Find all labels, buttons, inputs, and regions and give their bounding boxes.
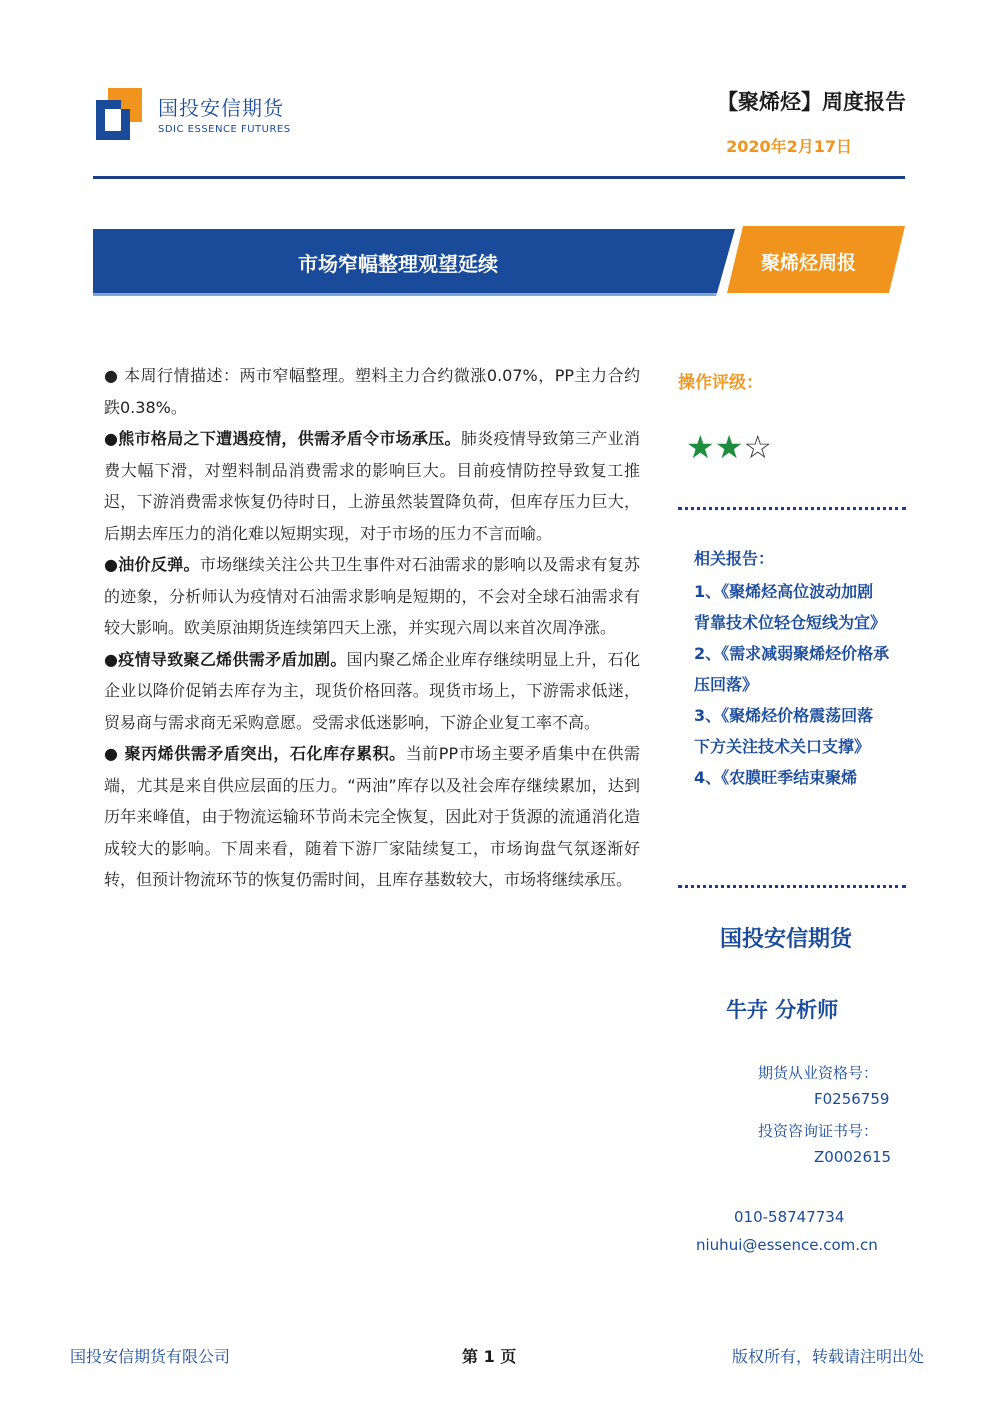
- paragraph-market-summary: ● 本周行情描述：两市窄幅整理。塑料主力合约微涨0.07%，PP主力合约跌0.38%。: [104, 366, 640, 417]
- star-filled-icon: ★: [686, 428, 715, 466]
- star-empty-icon: ☆: [743, 428, 773, 466]
- logo-text-cn: 国投安信期货: [158, 96, 284, 120]
- related-report-item[interactable]: 4、《农膜旺季结束聚烯: [694, 768, 858, 787]
- title-banner: [93, 226, 905, 296]
- email-address[interactable]: niuhui@essence.com.cn: [696, 1236, 878, 1254]
- rating-stars: [686, 428, 772, 466]
- qualification-label: 期货从业资格号：: [758, 1064, 879, 1082]
- rating-label: 操作评级：: [678, 373, 763, 393]
- report-headline: 市场窄幅整理观望延续: [298, 252, 498, 276]
- footer-copyright: 版权所有，转载请注明出处: [731, 1347, 924, 1366]
- investment-cert-label: 投资咨询证书号：: [758, 1122, 879, 1140]
- logo-mark-icon: [96, 88, 142, 140]
- paragraph-heading: ● 聚丙烯供需矛盾突出，石化库存累积。: [104, 744, 406, 763]
- sidebar-divider: [678, 885, 906, 888]
- footer-company: 国投安信期货有限公司: [70, 1347, 231, 1366]
- paragraph-body: 国内聚乙烯企业库存继续明显上升，石化企业以降价促销去库存为主，现货价格回落。现货市场上，下游需求低迷，贸易商与需求商无采购意愿。受需求低迷影响，下游企业复工率不高。: [104, 649, 640, 732]
- paragraph-body: 市场继续关注公共卫生事件对石油需求的影响以及需求有复苏的迹象，分析师认为疫情对石油需求影响是短期的，不会对全球石油需求有较大影响。欧美原油期货连续第四天上涨，并实现六周以来首次周净涨。: [104, 555, 640, 637]
- related-reports-heading: 相关报告：: [694, 549, 775, 568]
- related-report-item[interactable]: 2、《需求减弱聚烯烃价格承压回落》: [694, 644, 890, 694]
- related-reports-list: [694, 576, 894, 793]
- logo-text-en: SDIC ESSENCE FUTURES: [158, 124, 291, 135]
- main-content: [104, 360, 640, 896]
- page-number: 第 1 页: [462, 1347, 517, 1366]
- paragraph-heading: ●油价反弹。: [104, 555, 200, 574]
- header-divider: [93, 176, 905, 179]
- paragraph-epidemic: [104, 423, 640, 549]
- paragraph-heading: ●熊市格局之下遭遇疫情，供需矛盾令市场承压。: [104, 429, 461, 448]
- qualification-number: F0256759: [814, 1090, 890, 1108]
- phone-number: 010-58747734: [734, 1208, 845, 1226]
- investment-cert-number: Z0002615: [814, 1148, 892, 1166]
- company-name: 国投安信期货: [720, 927, 853, 952]
- report-date: 2020年2月17日: [726, 137, 852, 156]
- paragraph-polyethylene: [104, 644, 640, 739]
- related-report-item[interactable]: 1、《聚烯烃高位波动加剧 背靠技术位轻仓短线为宜》: [694, 582, 887, 632]
- sidebar-divider: [678, 507, 906, 510]
- report-series-tag: 聚烯烃周报: [761, 252, 857, 274]
- paragraph-heading: ●疫情导致聚乙烯供需矛盾加剧。: [104, 649, 347, 669]
- analyst-name: 牛卉 分析师: [726, 998, 839, 1022]
- related-report-item[interactable]: 3、《聚烯烃价格震荡回落 下方关注技术关口支撑》: [694, 706, 874, 756]
- report-type-title: 【聚烯烃】周度报告: [717, 90, 906, 114]
- star-filled-icon: ★: [714, 428, 744, 466]
- paragraph-body: 当前PP市场主要矛盾集中在供需端，尤其是来自供应层面的压力。“两油”库存以及社会库存继续累加，达到历年来峰值，由于物流运输环节尚未完全恢复，因此对于货源的流通消化造成较大的影响。下周来看，随着下游厂家陆续复工，市场询盘气氛逐渐好转，但预计物流环节的恢复仍需时间，且库存基数较大，市场将继续承压。: [104, 744, 640, 889]
- paragraph-oil: [104, 549, 640, 644]
- paragraph-polypropylene: [104, 738, 640, 896]
- paragraph-body: 肺炎疫情导致第三产业消费大幅下滑，对塑料制品消费需求的影响巨大。目前疫情防控导致复工推迟，下游消费需求恢复仍待时日，上游虽然装置降负荷，但库存压力巨大，后期去库压力的消化难以短期实现，对于市场的压力不言而喻。: [104, 429, 640, 543]
- logo: [96, 88, 306, 148]
